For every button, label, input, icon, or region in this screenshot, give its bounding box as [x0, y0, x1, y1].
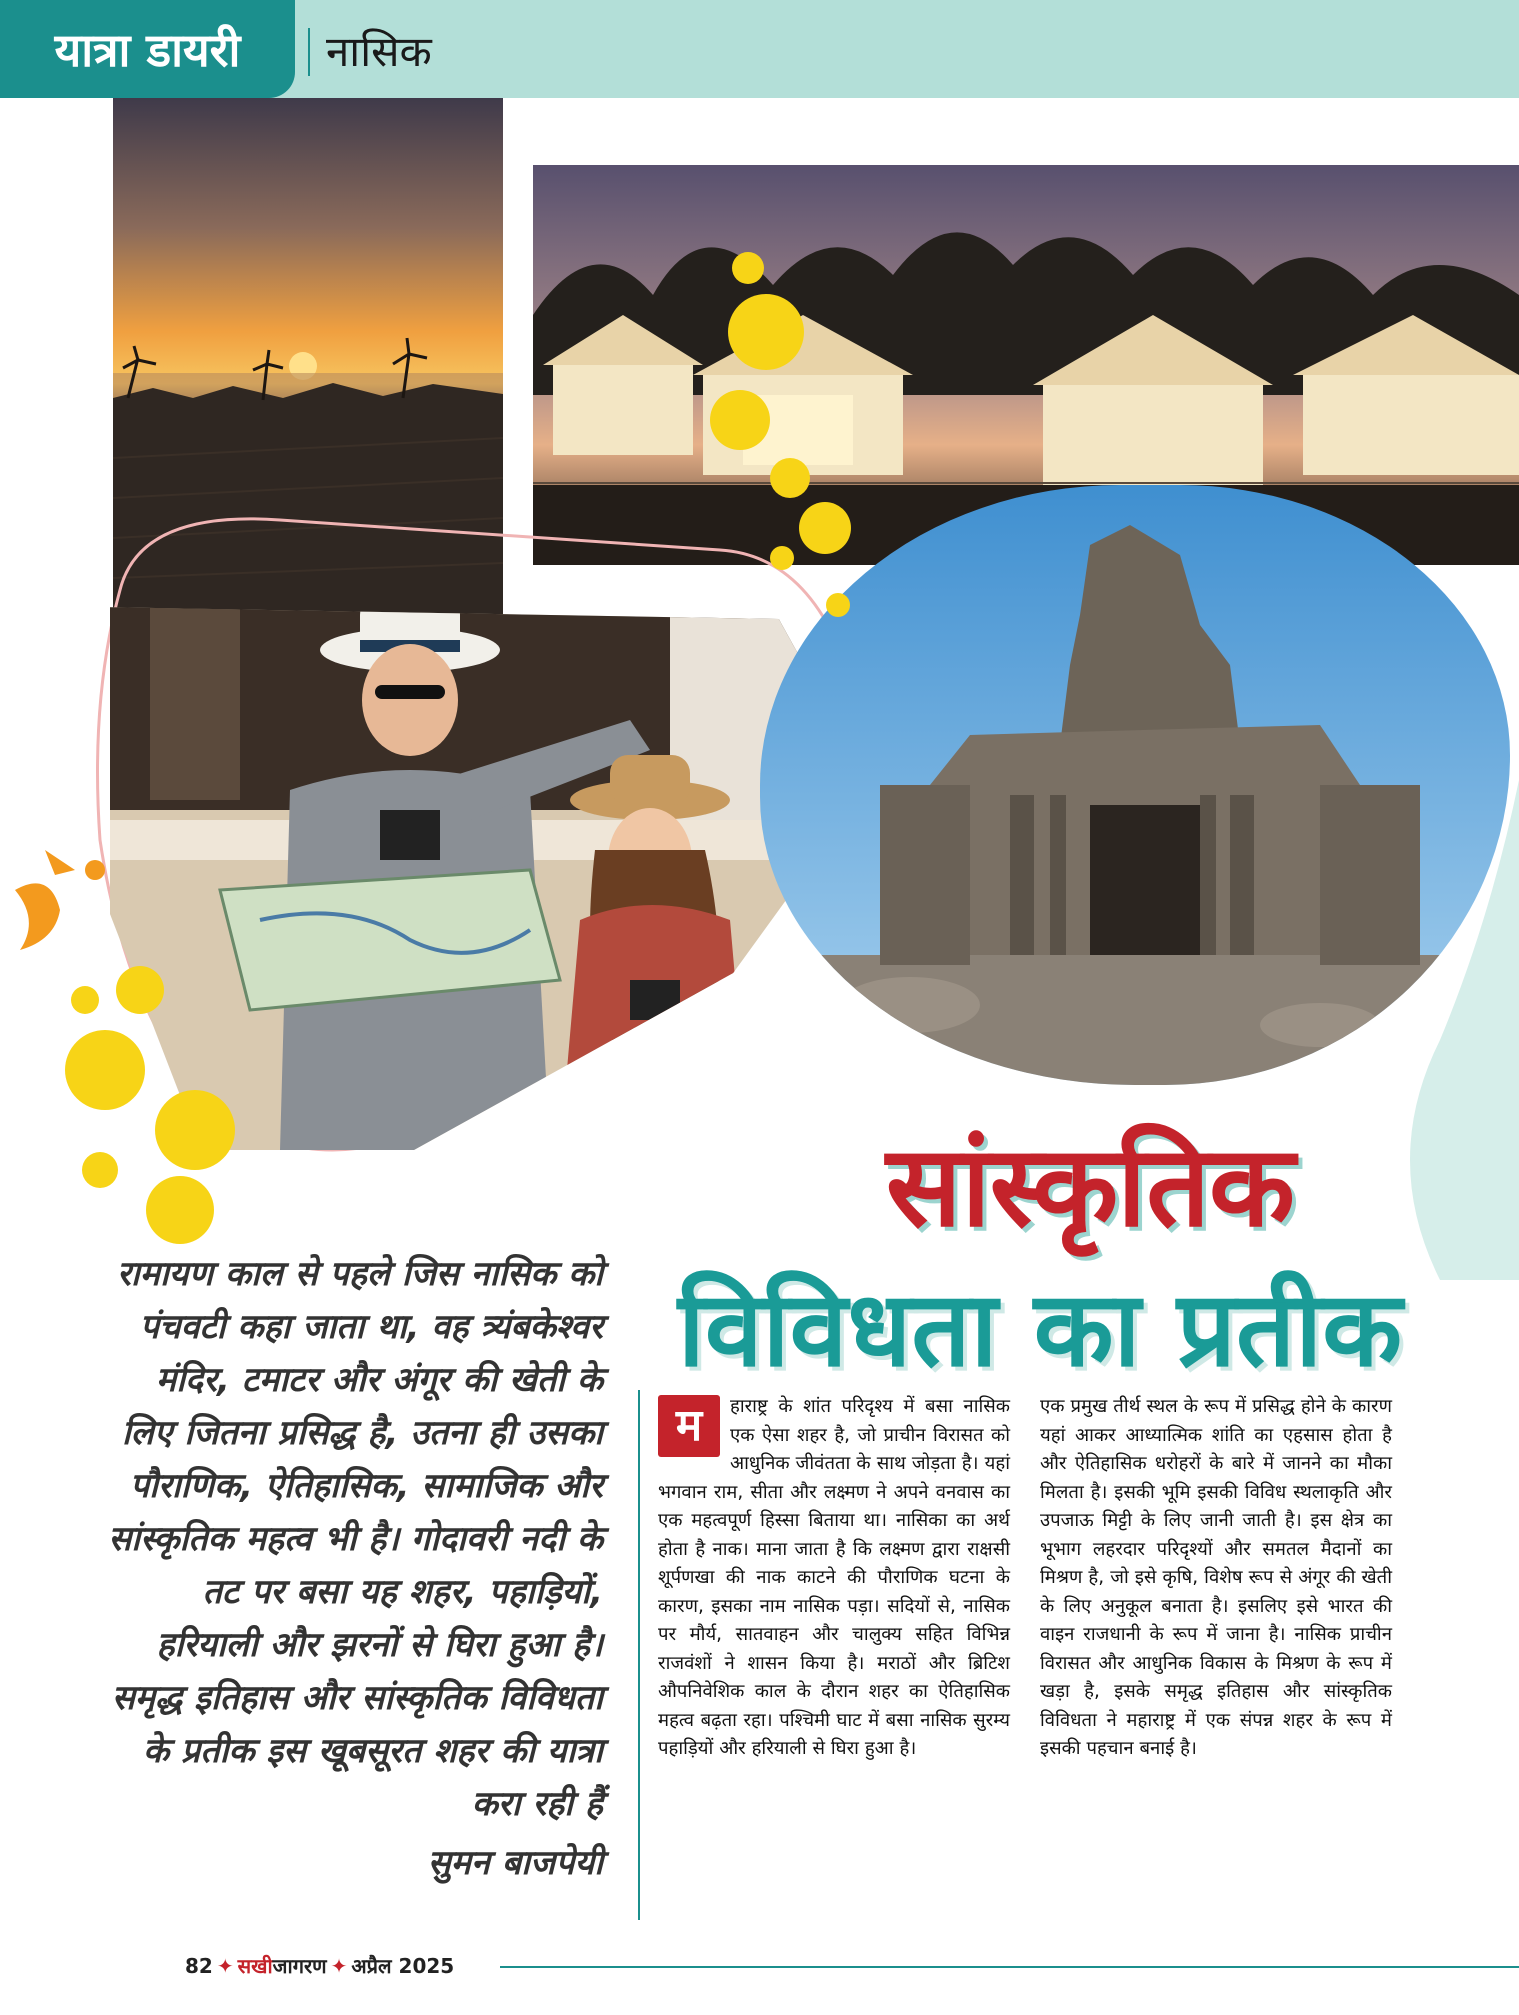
issue-date: अप्रैल 2025	[351, 1954, 455, 1978]
brand-jagran: जागरण	[272, 1954, 327, 1978]
headline-line1: सांस्कृतिक	[885, 1122, 1295, 1252]
article-column-2: एक प्रमुख तीर्थ स्थल के रूप में प्रसिद्ध होने के कारण यहां आकर आध्यात्मिक शांति का एहसास होता है और ऐतिहासिक धरोहरों के बारे में जानने का मौका मिलता है। इसकी भूमि इसकी विविध स्थलाकृति और उपजाऊ मिट्टी के लिए जानी जाती है। इस क्षेत्र का भूभाग लहरदार परिदृश्यों और समतल मैदानों का मिश्रण है, जो इसे कृषि, विशेष रूप से अंगूर की खेती के लिए अनुकूल बनाता है। इसलिए इसे भारत की वाइन राजधानी के रूप में जाना है। नासिक प्राचीन विरासत और आधुनिक विकास के मिश्रण के रूप में खड़ा है, इसके समृद्ध इतिहास और सांस्कृतिक विविधता ने महाराष्ट्र में एक संपन्न शहर के रूप में इसकी पहचान बनाई है।	[1040, 1396, 1392, 1759]
header-divider	[308, 28, 310, 76]
column-rule	[638, 1390, 640, 1920]
drop-cap: म	[658, 1395, 720, 1457]
headline-line2: विविधता का प्रतीक	[677, 1268, 1403, 1390]
temple-photo	[760, 485, 1510, 1085]
header-city: नासिक	[326, 27, 432, 76]
tourists-photo	[110, 560, 870, 1150]
section-tab: यात्रा डायरी	[0, 0, 295, 98]
article-column-1-text: हाराष्ट्र के शांत परिदृश्य में बसा नासिक एक ऐसा शहर है, जो प्राचीन विरासत को आधुनिक जीवंतता के साथ जोड़ता है। यहां भगवान राम, सीता और लक्ष्मण ने अपने वनवास का एक महत्वपूर्ण हिस्सा बिताया था। नासिका का अर्थ होता है नाक। माना जाता है कि लक्ष्मण द्वारा राक्षसी शूर्पणखा की नाक काटने की पौराणिक घटना के कारण, इसका नाम नासिक पड़ा। सदियों से, नासिक पर मौर्य, सातवाहन और चालुक्य सहित विभिन्न राजवंशों ने शासन किया है। मराठों और ब्रिटिश औपनिवेशिक काल के दौरान शहर का ऐतिहासिक महत्व बढ़ता रहा। पश्चिमी घाट में बसा नासिक सुरम्य पहाड़ियों और हरियाली से घिरा हुआ है।	[658, 1396, 1010, 1759]
orange-splash-icon	[15, 883, 60, 950]
sunset-photo	[113, 98, 503, 618]
footer-star-icon: ✦	[330, 1954, 348, 1978]
yellow-dot-icon	[146, 1176, 214, 1244]
article-column-1	[658, 1393, 1010, 1764]
intro-text: रामायण काल से पहले जिस नासिक को पंचवटी कहा जाता था, वह त्र्यंबकेश्वर मंदिर, टमाटर और अंगूर की खेती के लिए जितना प्रसिद्ध है, उतना ही उसका पौराणिक, ऐतिहासिक, सामाजिक और सांस्कृतिक महत्व भी है। गोदावरी नदी के तट पर बसा यह शहर, पहाड़ियों, हरियाली और झरनों से घिरा हुआ है। समृद्ध इतिहास और सांस्कृतिक विविधता के प्रतीक इस खूबसूरत शहर की यात्रा करा रही हैं	[108, 1254, 603, 1824]
brand-sakhi: सखी	[237, 1954, 273, 1978]
page-footer	[185, 1952, 454, 1979]
yellow-dot-icon	[82, 1152, 118, 1188]
author-byline: सुमन बाजपेयी	[427, 1843, 603, 1883]
yellow-dot-icon	[65, 1030, 145, 1110]
page-number: 82	[185, 1954, 213, 1978]
orange-splash-icon	[45, 850, 75, 875]
orange-splash-icon	[85, 860, 105, 880]
footer-line	[500, 1966, 1519, 1968]
yellow-dot-icon	[71, 986, 99, 1014]
footer-star-icon: ✦	[216, 1954, 234, 1978]
